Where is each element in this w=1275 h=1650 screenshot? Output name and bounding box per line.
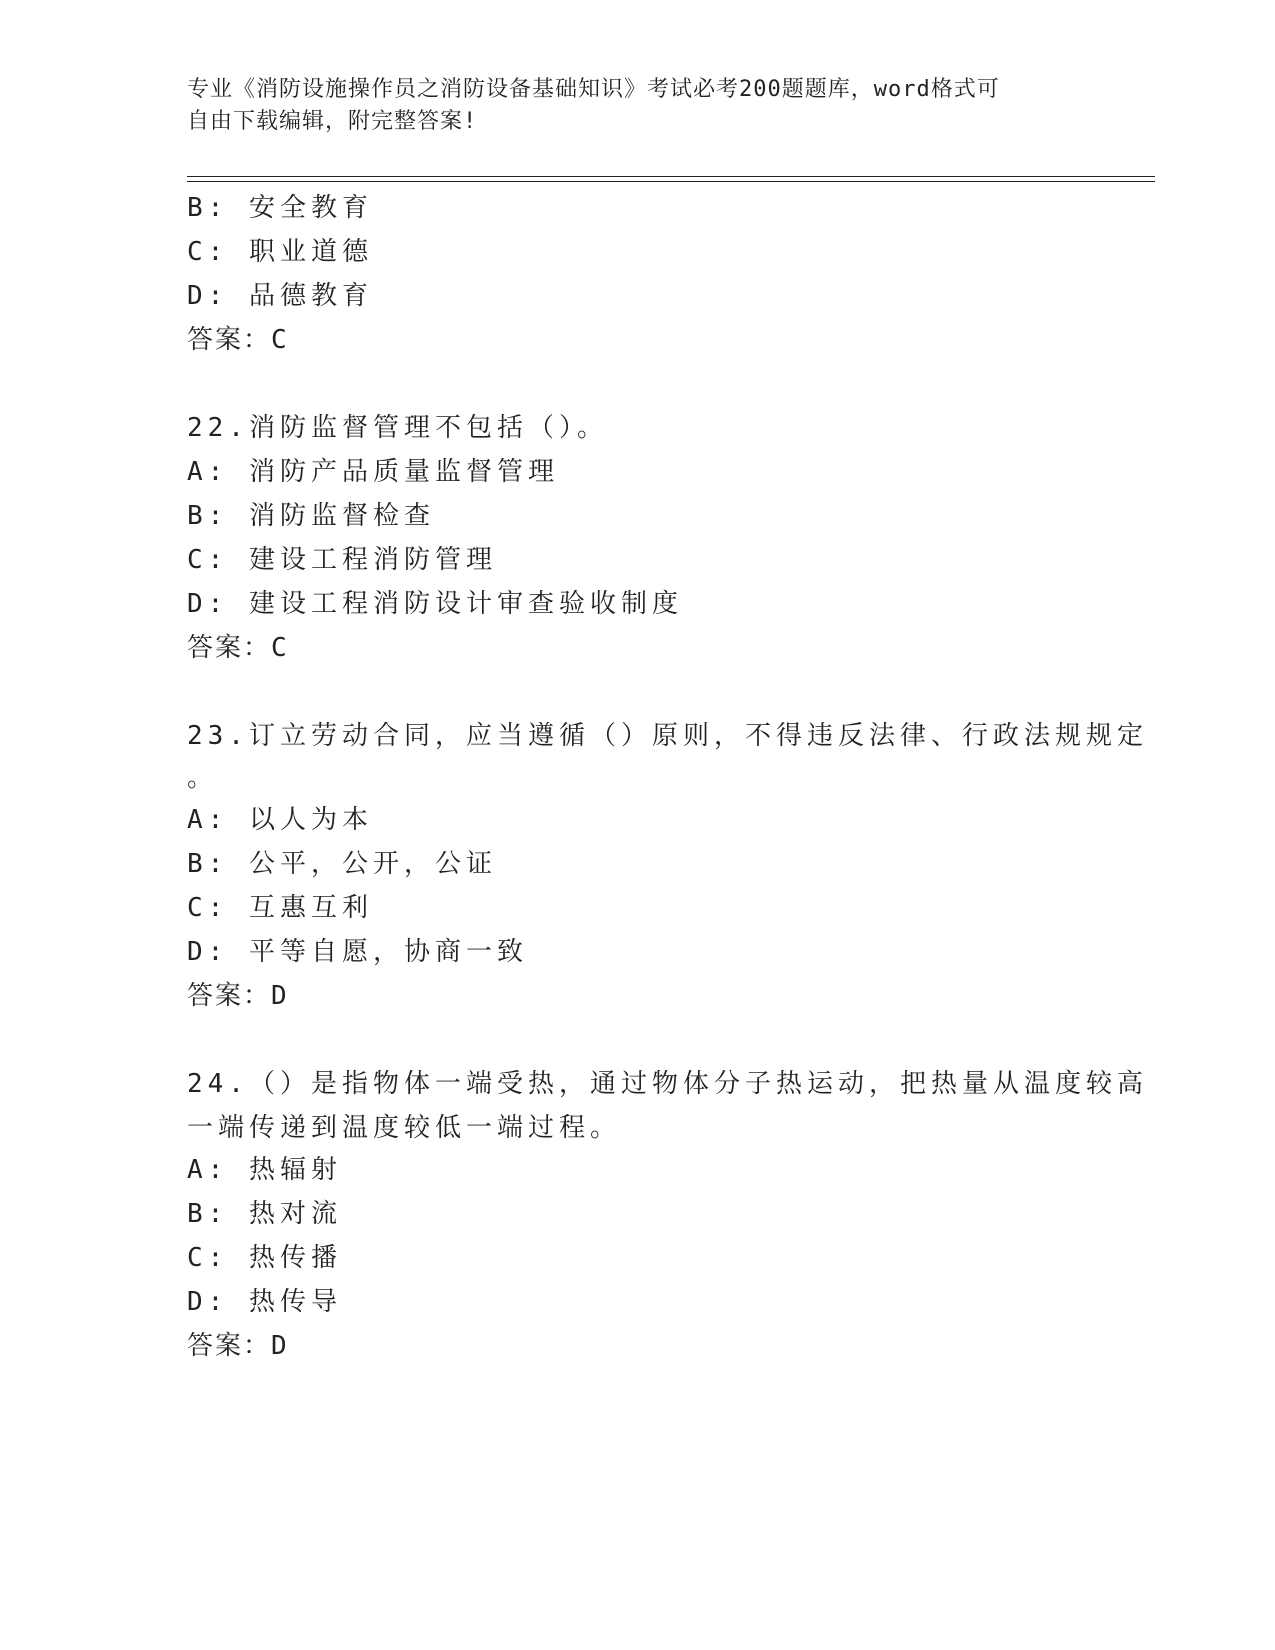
q22-option-c: C: 建设工程消防管理: [187, 545, 497, 575]
q21-option-c: C: 职业道德: [187, 237, 373, 267]
q21-answer: [187, 325, 289, 355]
q21-option-d: D: 品德教育: [187, 281, 373, 311]
q21-answer-label: 答案：: [187, 325, 272, 355]
q23-option-d: D: 平等自愿，协商一致: [187, 937, 528, 967]
q23-option-a: A: 以人为本: [187, 805, 373, 835]
q23-question-line-2: 。: [187, 763, 219, 793]
q23-option-c: C: 互惠互利: [187, 893, 373, 923]
q21-option-b: B: 安全教育: [187, 193, 373, 223]
q22-answer-value: C: [271, 633, 289, 663]
q24-option-d: D: 热传导: [187, 1287, 342, 1317]
q23-answer-label: 答案：: [187, 981, 272, 1011]
q24-question-line-1: 24.（）是指物体一端受热，通过物体分子热运动，把热量从温度较高: [187, 1069, 1148, 1099]
q24-option-a: A: 热辐射: [187, 1155, 342, 1185]
q24-answer: [187, 1331, 289, 1361]
q21-answer-value: C: [271, 325, 289, 355]
header-line-2: 自由下载编辑，附完整答案!: [187, 109, 478, 134]
q24-option-c: C: 热传播: [187, 1243, 342, 1273]
q23-answer: [187, 981, 289, 1011]
q23-question-line-1: 23.订立劳动合同，应当遵循（）原则，不得违反法律、行政法规规定: [187, 721, 1148, 751]
q24-question-line-2: 一端传递到温度较低一端过程。: [187, 1113, 622, 1143]
q22-option-b: B: 消防监督检查: [187, 501, 435, 531]
q22-answer-label: 答案：: [187, 633, 272, 663]
header-line-1: 专业《消防设施操作员之消防设备基础知识》考试必考200题题库，word格式可: [187, 77, 1000, 102]
q23-option-b: B: 公平，公开，公证: [187, 849, 497, 879]
q22-option-a: A: 消防产品质量监督管理: [187, 457, 559, 487]
q24-option-b: B: 热对流: [187, 1199, 342, 1229]
q22-option-d: D: 建设工程消防设计审查验收制度: [187, 589, 683, 619]
q24-answer-label: 答案：: [187, 1331, 272, 1361]
header-rule-bottom: [187, 181, 1155, 182]
header-rule-top: [187, 176, 1155, 177]
q22-answer: [187, 633, 289, 663]
q24-answer-value: D: [271, 1331, 289, 1361]
document-header: [187, 74, 1067, 138]
q23-answer-value: D: [271, 981, 289, 1011]
q22-question: 22.消防监督管理不包括（）。: [187, 413, 608, 443]
